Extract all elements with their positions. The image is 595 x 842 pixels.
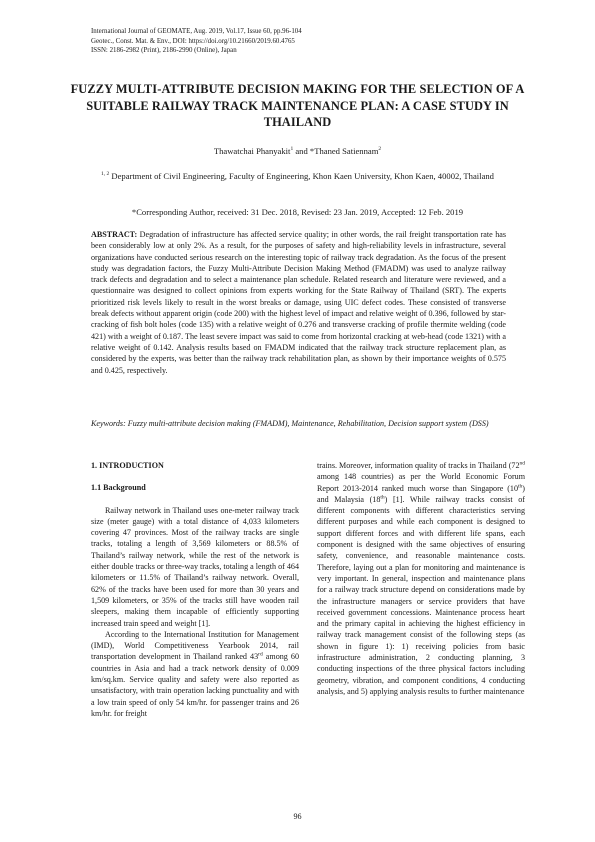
paragraph-3-text-c: ) and Malaysia (18 (317, 483, 525, 504)
paragraph-2-text-a: According to the International Institution for Management (IMD), World Competitiveness Yearbook 2014, rail transportation development in Thailand ranked 43 (91, 629, 299, 662)
author-2: and *Thaned Satiennam (293, 146, 379, 156)
paragraph-3-text-b: among 148 countries) as per the World Economic Forum Report 2013-2014 ranked much worse than Singapore (10 (317, 472, 525, 493)
paper-title: FUZZY MULTI-ATTRIBUTE DECISION MAKING FOR THE SELECTION OF A SUITABLE RAILWAY TRACK MAINTENANCE PLAN: A CASE STUDY IN THAILAND (70, 82, 525, 130)
author-2-affil: 2 (378, 146, 382, 153)
section-heading-introduction: 1. INTRODUCTION (91, 461, 164, 470)
ordinal-sup: th (518, 482, 523, 489)
author-1: Thawatchai Phanyakit (213, 146, 291, 156)
ordinal-sup: th (380, 494, 385, 501)
corresponding-author: *Corresponding Author, received: 31 Dec. 2018, Revised: 23 Jan. 2019, Accepted: 12 Feb. 2019 (131, 207, 464, 217)
authors (60, 146, 535, 156)
abstract (91, 229, 506, 376)
ordinal-sup: nd (519, 460, 525, 467)
paragraph-1: Railway network in Thailand uses one-meter railway track size (meter gauge) with a total distance of 4,033 kilometers covering 47 provinces. Most of the railway tracks are single tracks, totaling a length of 3,569 kilometers or 88.5% of Thailand’s railway network, while the rest of the network is either double tracks or three-way tracks, totaling a length of 464 kilometers or 11.5% of Thailand’s railway network. Overall, 62% of the tracks have been used for more than 30 years and 1,509 kilometers, or 35% of the tracks still have wooden rail sleepers, making them incapable of efficiently supporting increased train speed and weight [1]. (91, 505, 299, 628)
author-1-affil: 1 (290, 146, 294, 153)
abstract-text: Degradation of infrastructure has affected service quality; in other words, the rail freight transportation rate has been considerably low at only 2%. As a result, for the purposes of safety and high-reliability levels in infrastructure, several organizations have conducted serious research on the interesting topic of railway track degradation. As the focus of the present study was degradation factors, the Fuzzy Multi-Attribute Decision Making Method (FMADM) was used to analyze railway track defects and degradation and to select a maintenance plan schedule. Related research and literature were reviewed, and a questionnaire was designed to collect opinions from experts working for the State Railway of Thailand (SRT). The experts prioritized risk levels likely to result in the worst breaks or damage, using UIC defect codes. These consisted of transverse break defects without apparent origin (code 200) with the highest level of impact and relative weight of 0.396, followed by star-cracking of fish bolt holes (code 135) with a relative weight of 0.276 and transverse cracking of profile thermite welding (code 421) with a weight of 0.187. The least severe impact was said to come from horizontal cracking at web-head (code 1321) with a relative weight of 0.142. Analysis results based on FMADM indicated that the railway track structure replacement plan, as considered by the experts, was better than the railway track rehabilitation plan, as shown by their importance weights of 0.575 and 0.425, respectively. (91, 230, 506, 375)
journal-header (91, 27, 511, 56)
journal-line-3: ISSN: 2186-2982 (Print), 2186-2990 (Online), Japan (91, 47, 237, 55)
affiliation (85, 170, 510, 182)
paragraph-2-text-b: among 60 countries in Asia and had a track network density of 0.009 km/sq.km. Service quality and safety were also reported as unsatisfactory, with train operation lacking punctuality and with a low train speed of only 54 km/hr. for passenger trains and 26 km/hr. for freight (91, 652, 299, 718)
right-column (317, 460, 525, 697)
journal-line-2: Geotec., Const. Mat. & Env., DOI: https://doi.org/10.21660/2019.60.4765 (91, 37, 295, 45)
paragraph-2 (91, 629, 299, 719)
page-number: 96 (293, 812, 302, 821)
subsection-heading-background: 1.1 Background (91, 483, 146, 493)
journal-line-1: International Journal of GEOMATE, Aug. 2019, Vol.17, Issue 60, pp.96-104 (91, 28, 302, 35)
paragraph-3 (317, 460, 525, 697)
abstract-label: ABSTRACT: (91, 230, 138, 239)
ordinal-sup: rd (258, 651, 263, 658)
paragraph-3-text-a: trains. Moreover, information quality of tracks in Thailand (72 (317, 461, 520, 470)
left-column (91, 460, 299, 719)
paragraph-3-text-d: ) [1]. While railway tracks consist of different components with different characteristics serving different purposes and while each component is designed to support different forces and with different life spans, each component is designed with the same objectives of ensuring safety, convenience, and reasonable maintenance costs. Therefore, laying out a plan for monitoring and maintenance is very important. In general, inspection and maintenance plans for a railway track structure depend on considerations made by the infrastructure managers or service providers that have received government concessions. Maintenance process heart and the primary capital in achieving the highest efficiency in railway track management consist of the following steps (as shown in figure 1): 1) receiving policies from basic infrastructure administration, 2 conducting planning, 3 conducting inspections of the three physical factors including geometry, vibration, and component conditions, 4 conducting analysis, and 5) applying analysis results to further maintenance (317, 494, 525, 696)
keywords: Keywords: Fuzzy multi-attribute decision making (FMADM), Maintenance, Rehabilitation, Decision support system (DSS) (91, 419, 489, 428)
affiliation-sup: 1, 2 (101, 171, 110, 178)
affiliation-text: Department of Civil Engineering, Faculty of Engineering, Khon Kaen University, Khon Kaen, 40002, Thailand (109, 171, 494, 181)
